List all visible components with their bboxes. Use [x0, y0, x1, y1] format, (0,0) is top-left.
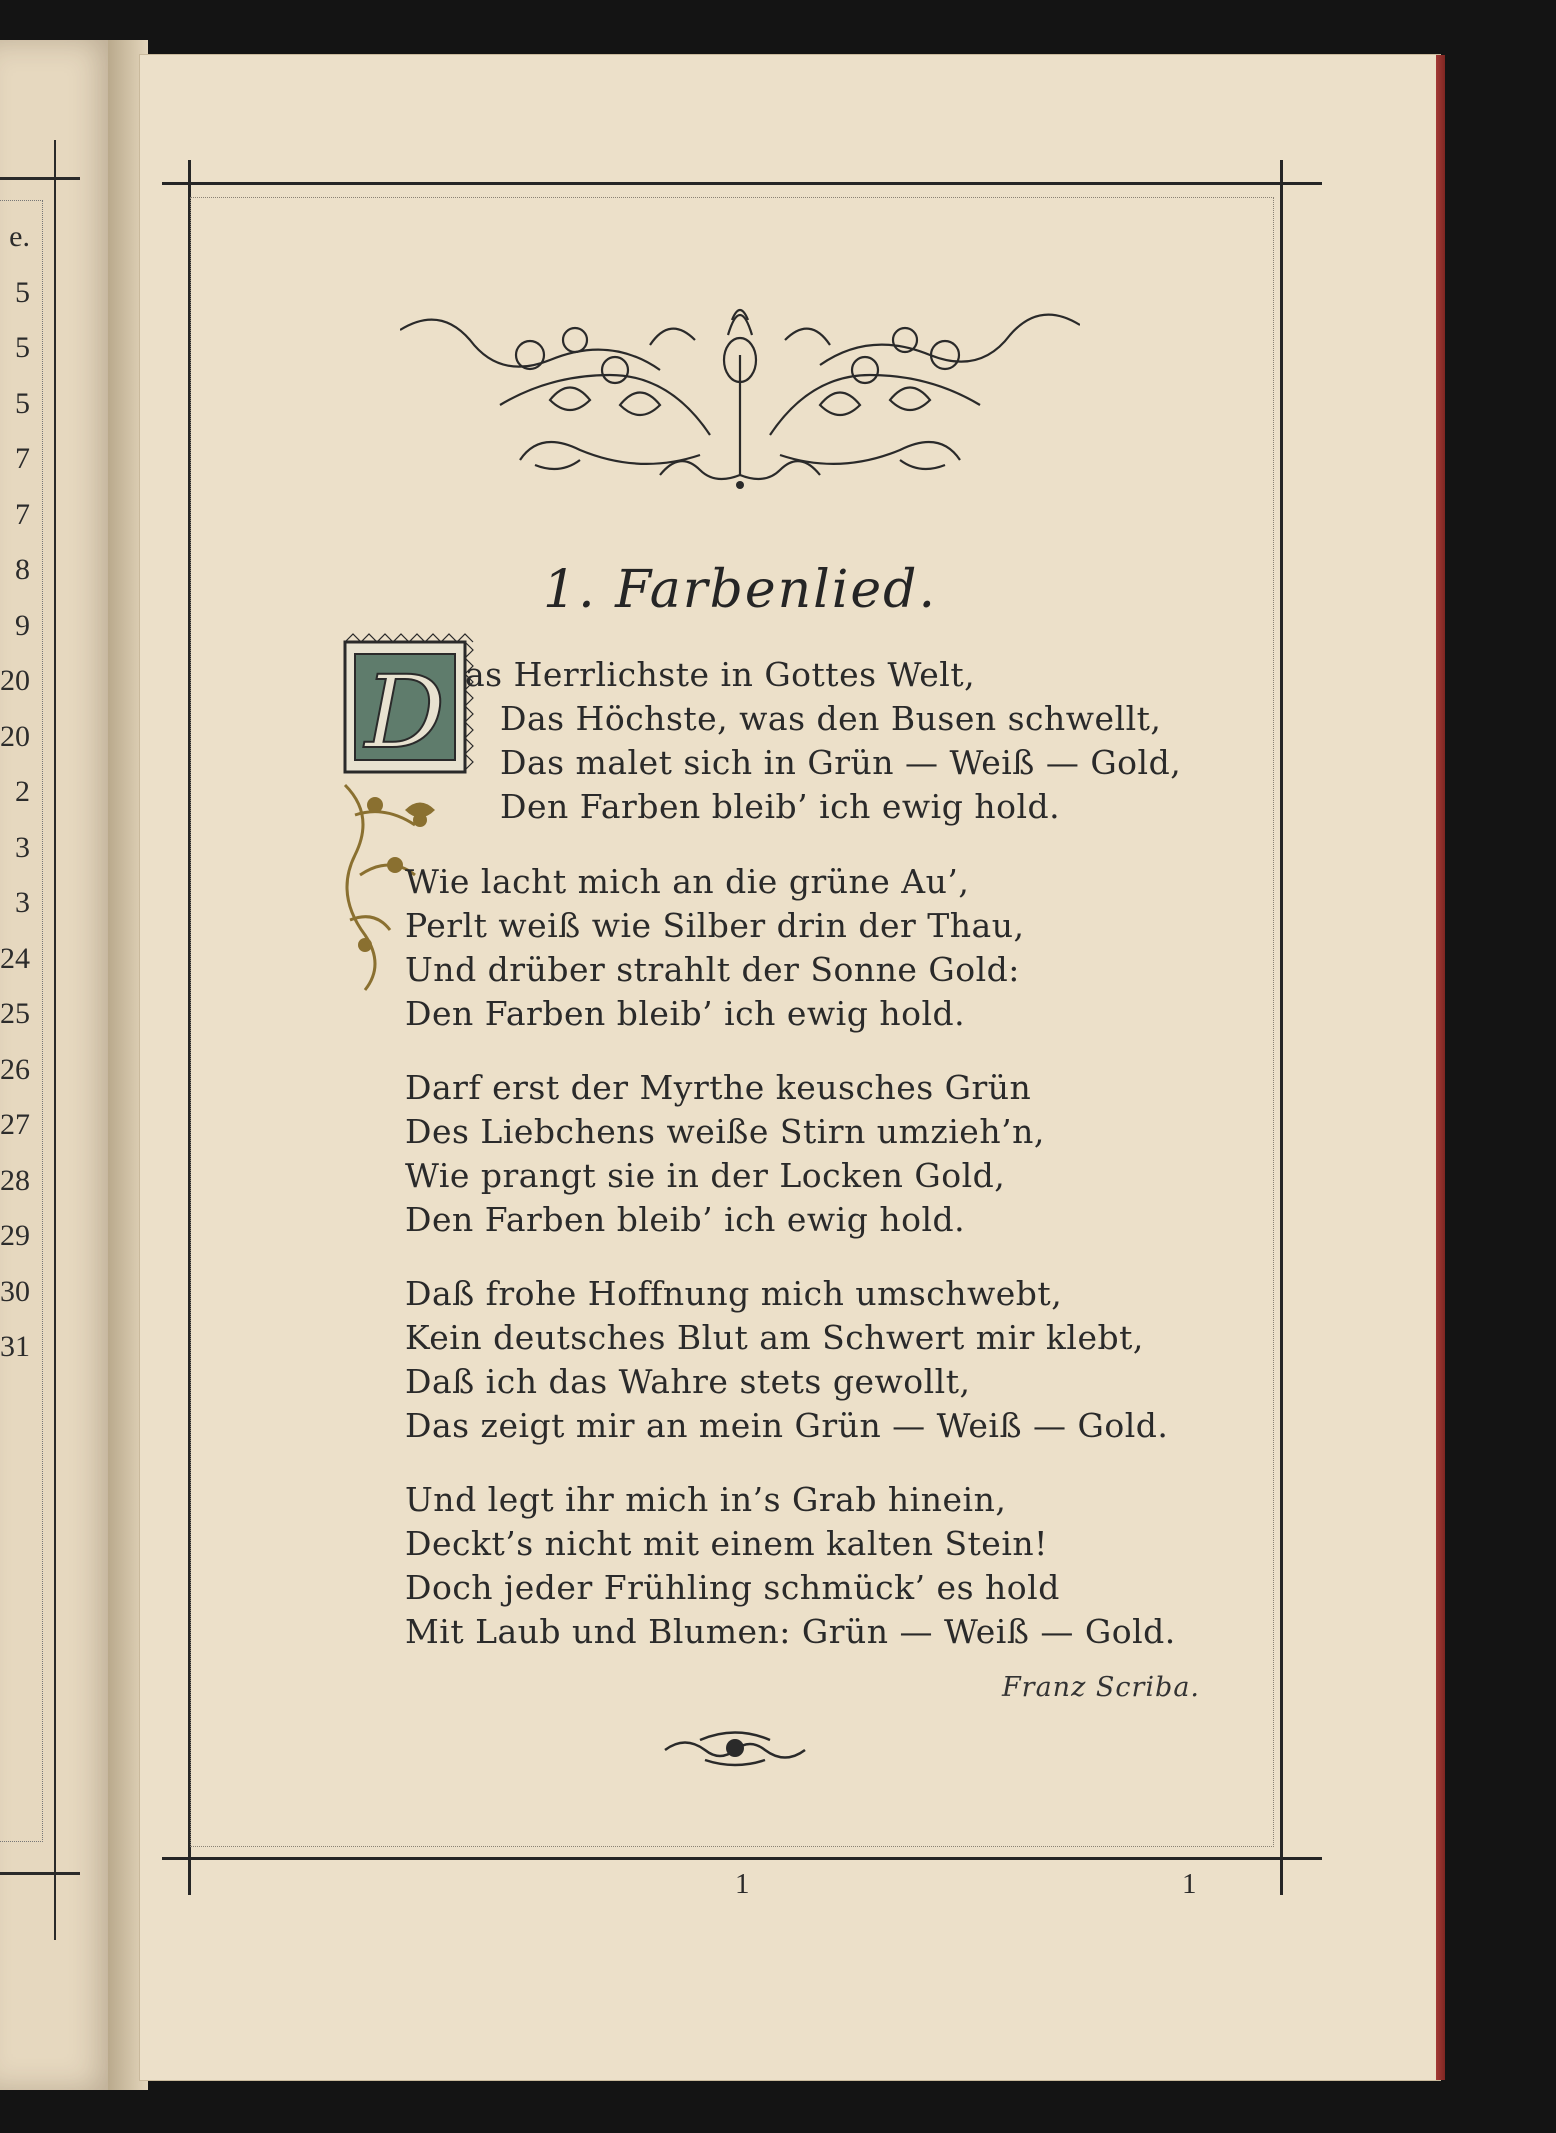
verse-line: Den Farben bleib’ ich ewig hold. [500, 787, 1061, 826]
verse-line: Das zeigt mir an mein Grün — Weiß — Gold. [405, 1406, 1169, 1445]
verse-line: Kein deutsches Blut am Schwert mir klebt, [405, 1318, 1144, 1357]
poem-title: 1. Farbenlied. [543, 560, 937, 620]
facing-page [0, 40, 120, 2090]
verse-line: Daß ich das Wahre stets gewollt, [405, 1362, 971, 1401]
index-number: e. [9, 220, 30, 253]
verse-line: Perlt weiß wie Silber drin der Thau, [405, 906, 1025, 945]
frame-rule-right [1280, 160, 1283, 1895]
verse-line: Den Farben bleib’ ich ewig hold. [405, 994, 966, 1033]
index-number: 3 [15, 830, 30, 864]
verse-line: Das Höchste, was den Busen schwellt, [500, 699, 1162, 738]
verse-line: Das malet sich in Grün — Weiß — Gold, [500, 743, 1182, 782]
verse-line: Und legt ihr mich in’s Grab hinein, [405, 1480, 1007, 1519]
page-edge [1436, 55, 1445, 2080]
page-number: 1 [735, 1868, 750, 1900]
verse-line: Deckt’s nicht mit einem kalten Stein! [405, 1524, 1048, 1563]
index-number: 5 [15, 275, 30, 309]
stanza [405, 860, 1265, 1036]
index-number: 25 [0, 997, 30, 1030]
tailpiece-ornament-icon [660, 1725, 810, 1770]
verse-line: Wie lacht mich an die grüne Au’, [405, 862, 970, 901]
verse-line: Den Farben bleib’ ich ewig hold. [405, 1200, 966, 1239]
initial-letter: D [364, 654, 446, 771]
index-number: 7 [15, 442, 30, 475]
frame-rule-bottom [162, 1857, 1322, 1860]
frame-rule-top [162, 182, 1322, 185]
stanza [405, 1272, 1265, 1448]
poem-author: Franz Scriba. [1001, 1672, 1200, 1703]
verse-line: Doch jeder Frühling schmück’ es hold [405, 1568, 1060, 1607]
index-number: 31 [0, 1330, 30, 1363]
index-number: 24 [0, 941, 30, 975]
facing-page-rule [54, 140, 56, 1940]
facing-page-rule [0, 177, 80, 180]
index-number: 5 [15, 386, 30, 420]
index-number: 3 [15, 886, 30, 919]
index-number: 30 [0, 1274, 30, 1308]
index-number: 29 [0, 1219, 30, 1252]
stanza [405, 1066, 1265, 1242]
index-number: 20 [0, 664, 30, 697]
index-number: 9 [15, 608, 30, 642]
facing-page-index [0, 220, 30, 1386]
verse-line: Und drüber strahlt der Sonne Gold: [405, 950, 1020, 989]
facing-page-rule [0, 1872, 80, 1875]
index-number: 27 [0, 1108, 30, 1141]
verse-line: Mit Laub und Blumen: Grün — Weiß — Gold. [405, 1612, 1176, 1651]
floral-ornament-icon [400, 285, 1080, 495]
verse-line: Darf erst der Myrthe keusches Grün [405, 1068, 1032, 1107]
index-number: 26 [0, 1052, 30, 1086]
index-number: 28 [0, 1163, 30, 1197]
stanza [405, 653, 1265, 829]
verse-line: Daß frohe Hoffnung mich umschwebt, [405, 1274, 1063, 1313]
verse-line: as Herrlichste in Gottes Welt, [465, 655, 976, 694]
index-number: 2 [15, 775, 30, 808]
verse-line: Wie prangt sie in der Locken Gold, [405, 1156, 1006, 1195]
index-number: 20 [0, 719, 30, 753]
verse-line: Des Liebchens weiße Stirn umzieh’n, [405, 1112, 1045, 1151]
index-number: 8 [15, 553, 30, 586]
index-number: 7 [15, 497, 30, 531]
index-number: 5 [15, 331, 30, 364]
stanza [405, 1478, 1265, 1654]
page-number: 1 [1182, 1868, 1197, 1900]
